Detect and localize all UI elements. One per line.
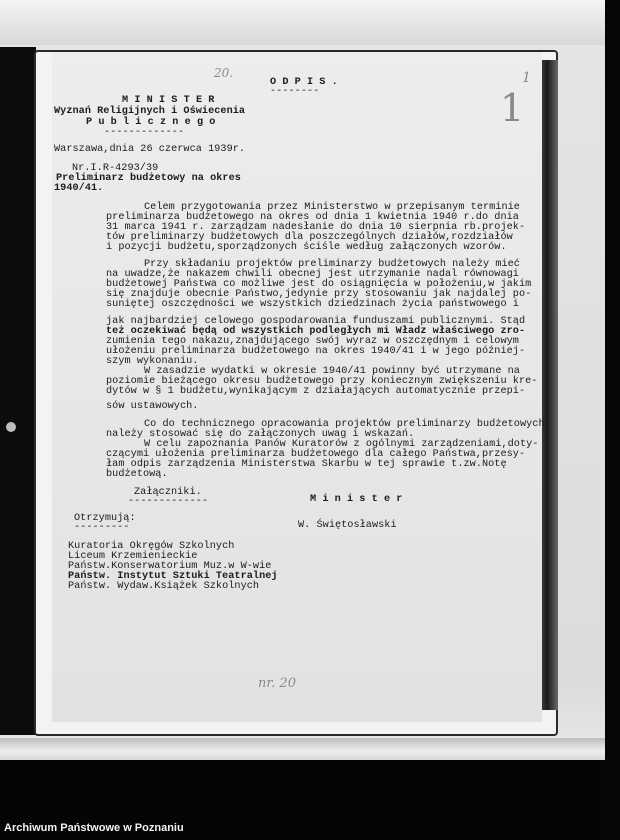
recipient-item: Państw.Konserwatorium Muz.w W-wie [68, 561, 272, 572]
body-line: Przy składaniu projektów preliminarzy budżetowych należy mieć [144, 259, 520, 270]
title-underline: -------- [270, 86, 320, 97]
body-line: należy stosować się do załączonych uwag i wskazań. [106, 429, 415, 440]
body-line: jak najbardziej celowego gospodarowania funduszami publicznymi. Stąd [106, 316, 526, 327]
body-line: Co do technicznego opracowania projektów preliminarzy budżetowych [144, 419, 545, 430]
body-line: się znajduje obecnie Państwo,jedynie przy stosowaniu jak najdalej po- [106, 289, 532, 300]
recipient-item: Państw. Wydaw.Książek Szkolnych [68, 581, 260, 592]
body-line: łam odpis zarządzenia Ministerstwa Skarbu w tej sprawie t.zw.Notę [106, 459, 507, 470]
document-page [52, 52, 545, 722]
attachments-underline: ------------- [128, 496, 209, 507]
body-line: poziomie bieżącego okresu budżetowego przy koniecznym zwiększeniu kre- [106, 376, 538, 387]
sender-ministry-cont: P u b l i c z n e g o [86, 117, 216, 128]
reference-number: Nr.I.R-4293/39 [72, 163, 159, 174]
body-line: Celem przygotowania przez Ministerstwo w przepisanym terminie [144, 202, 520, 213]
body-line: preliminarza budżetowego na okres od dnia 1 kwietnia 1940 r.do dnia [106, 212, 519, 223]
body-line: W celu zapoznania Panów Kuratorów z ogólnymi zarządzeniami,doty- [144, 439, 539, 450]
body-line: budżetową. [106, 469, 168, 480]
body-line: czącymi ułożenia preliminarza budżetowego dla całego Państwa,przesy- [106, 449, 526, 460]
sender-title: M I N I S T E R [122, 95, 215, 106]
body-line: 31 marca 1941 r. zarządzam nadesłanie do dnia 10 sierpnia rb.projek- [106, 222, 526, 233]
scan-bottom-ledge [0, 738, 605, 760]
recipient-item: Liceum Krzemienieckie [68, 551, 198, 562]
body-line: na uwadze,że nakazem chwili obecnej jest utrzymanie nadal równowagi [106, 269, 519, 280]
sender-underline: ------------- [104, 127, 185, 138]
body-line: zumienia tego nakazu,znajdującego swój wyraz w oszczędnym i celowym [106, 336, 519, 347]
binder-hole [6, 422, 16, 432]
document-title: O D P I S . [270, 77, 338, 88]
body-line: tów preliminarzy budżetowych dla poszczególnych działów,rozdziałów [106, 232, 513, 243]
recipient-item: Państw. Instytut Sztuki Teatralnej [68, 571, 278, 582]
pencil-folio-number: 20. [214, 66, 234, 80]
recipient-item: Kuratoria Okręgów Szkolnych [68, 541, 235, 552]
body-line: W zasadzie wydatki w okresie 1940/41 powinny być utrzymane na [144, 366, 520, 377]
body-line: dytów w § 1 budżetu,wynikającym z działających automatycznie przepi- [106, 386, 526, 397]
body-line: też oczekiwać będą od wszystkich podległych mi Władz właściwego zro- [106, 326, 526, 337]
recipients-label: Otrzymują: [74, 513, 136, 524]
body-line: i pozycji budżetu,sporządzonych ściśle według załączonych wzorów. [106, 242, 507, 253]
archive-label: Archiwum Państwowe w Poznaniu [4, 822, 184, 834]
scan-right-border [605, 0, 620, 840]
pencil-corner-small: 1 [522, 70, 531, 86]
pencil-page-number: 1 [500, 86, 525, 130]
body-line: ułożeniu preliminarza budżetowego na okres 1940/41 i w jego później- [106, 346, 526, 357]
binder-spine [0, 47, 36, 735]
pencil-bottom-note: nr. 20 [258, 676, 296, 691]
signature-title: M i n i s t e r [310, 494, 403, 505]
subject-line: 1940/41. [54, 183, 104, 194]
sender-ministry: Wyznań Religijnych i Oświecenia [54, 106, 246, 117]
body-line: budżetowej Państwa co możliwe jest do osiągnięcia w położeniu,w jakim [106, 279, 532, 290]
attachments-label: Załączniki. [134, 487, 202, 498]
subject-line: Preliminarz budżetowy na okres [56, 173, 241, 184]
scan-top-edge [0, 0, 605, 45]
body-line: szym wykonaniu. [106, 356, 199, 367]
signature-name: W. Świętosławski [298, 520, 397, 531]
place-date: Warszawa,dnia 26 czerwca 1939r. [54, 144, 246, 155]
body-line: sów ustawowych. [106, 401, 199, 412]
recipients-underline: --------- [74, 522, 130, 533]
page-edge-shadow [540, 60, 558, 710]
body-line: suniętej oszczędności we wszystkich dziedzinach życia państwowego i [106, 299, 519, 310]
